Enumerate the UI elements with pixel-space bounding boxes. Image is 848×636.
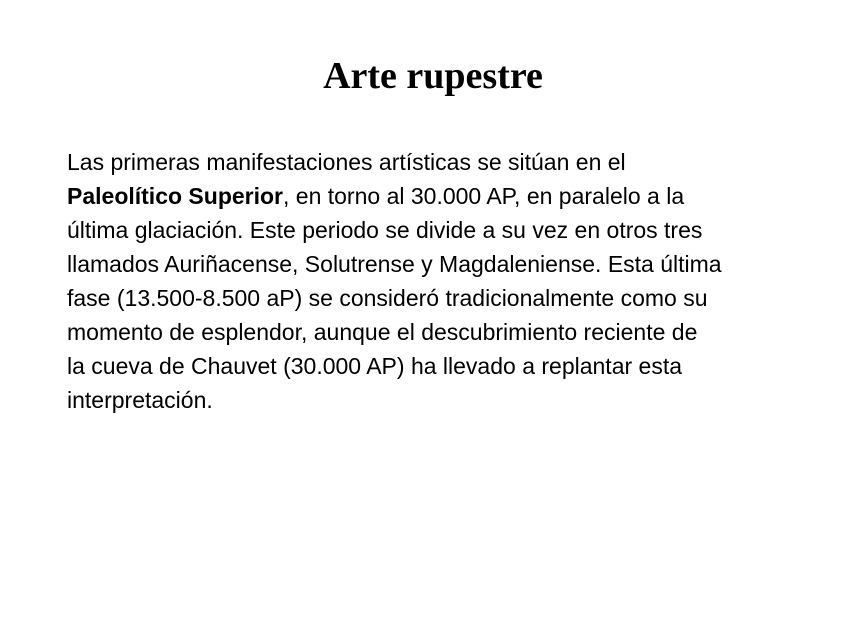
body-line-3: última glaciación. Este periodo se divide a su vez en otros tres xyxy=(67,217,703,243)
body-line-1: Las primeras manifestaciones artísticas se sitúan en el xyxy=(67,149,626,175)
body-line-6: momento de esplendor, aunque el descubrimiento reciente de xyxy=(67,319,698,345)
body-line-8: interpretación. xyxy=(67,387,213,413)
bold-term-paleolitico-superior: Paleolítico Superior xyxy=(67,183,283,209)
body-line-4: llamados Auriñacense, Solutrense y Magdaleniense. Esta última xyxy=(67,251,722,277)
body-line-2-rest: , en torno al 30.000 AP, en paralelo a la xyxy=(283,183,685,209)
body-line-5: fase (13.500-8.500 aP) se consideró tradicionalmente como su xyxy=(67,285,708,311)
slide-title: Arte rupestre xyxy=(323,55,543,97)
body-paragraph xyxy=(67,145,817,417)
body-line-7: la cueva de Chauvet (30.000 AP) ha llevado a replantar esta xyxy=(67,353,683,379)
body-line-2 xyxy=(67,179,817,213)
